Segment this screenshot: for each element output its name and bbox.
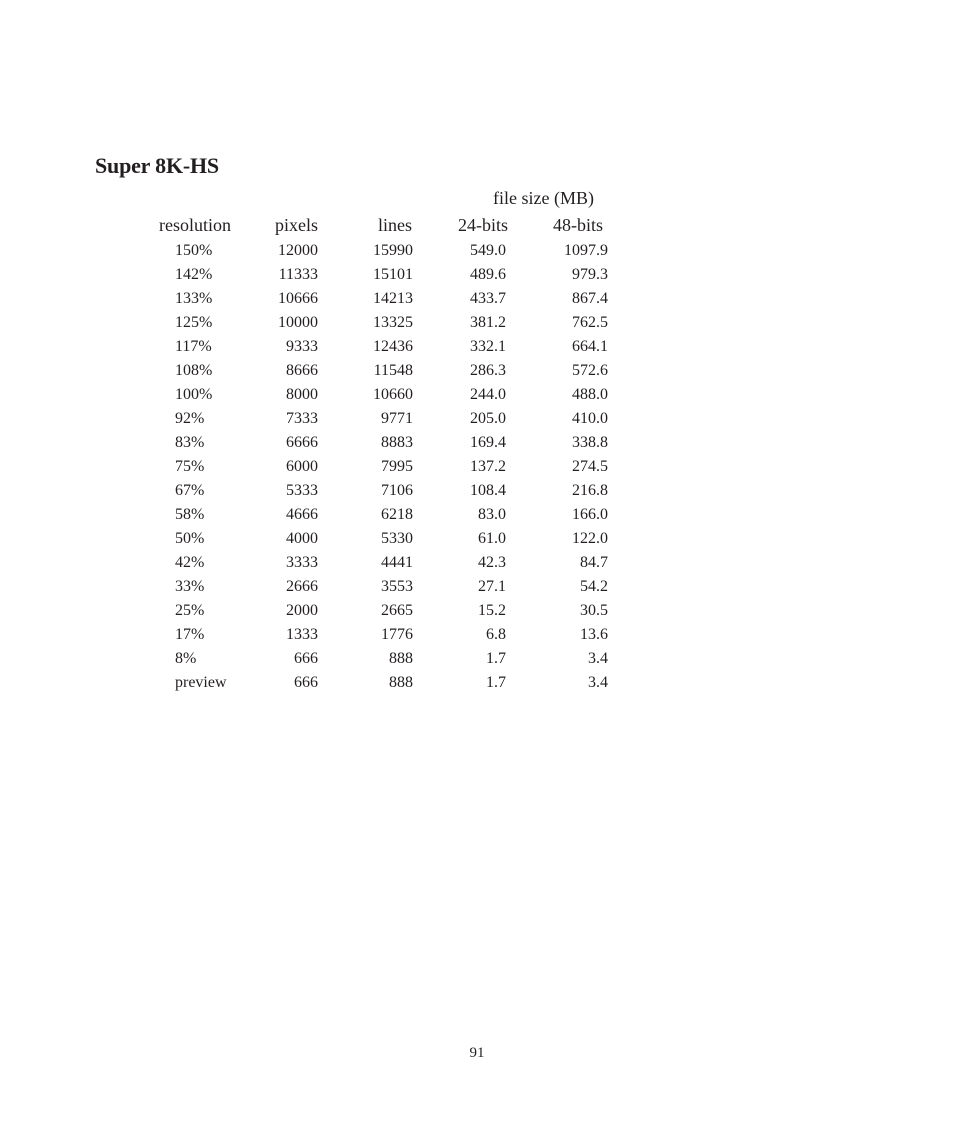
cell-lines: 2665 (381, 602, 413, 619)
column-header-resolution: resolution (159, 215, 231, 235)
table-row (0, 527, 954, 551)
cell-24-bits: 42.3 (478, 554, 506, 571)
table-row (0, 551, 954, 575)
cell-resolution: 117% (175, 338, 212, 355)
column-header-24-bits: 24-bits (458, 215, 509, 235)
cell-24-bits: 205.0 (470, 410, 506, 427)
table-row (0, 671, 954, 696)
cell-48-bits: 3.4 (588, 650, 608, 667)
cell-pixels: 8000 (286, 386, 318, 403)
cell-48-bits: 54.2 (580, 578, 608, 595)
cell-lines: 10660 (373, 386, 413, 403)
cell-48-bits: 84.7 (580, 554, 608, 571)
cell-resolution: 42% (175, 554, 205, 571)
cell-lines: 4441 (381, 554, 413, 571)
cell-24-bits: 169.4 (470, 434, 506, 451)
cell-24-bits: 6.8 (486, 626, 506, 643)
cell-24-bits: 489.6 (470, 266, 506, 283)
cell-lines: 1776 (381, 626, 413, 643)
table-row (0, 311, 954, 335)
cell-24-bits: 549.0 (470, 242, 506, 259)
cell-pixels: 1333 (286, 626, 318, 643)
cell-48-bits: 13.6 (580, 626, 608, 643)
cell-pixels: 2000 (286, 602, 318, 619)
cell-resolution: 50% (175, 530, 205, 547)
cell-pixels: 11333 (278, 266, 318, 283)
cell-resolution: 133% (175, 290, 213, 307)
cell-pixels: 10000 (278, 314, 318, 331)
cell-24-bits: 1.7 (486, 650, 506, 667)
cell-lines: 888 (389, 674, 413, 691)
cell-24-bits: 381.2 (470, 314, 506, 331)
cell-pixels: 4000 (286, 530, 318, 547)
column-header-pixels: pixels (275, 215, 318, 235)
cell-lines: 3553 (381, 578, 413, 595)
cell-resolution: preview (175, 674, 227, 691)
cell-resolution: 67% (175, 482, 205, 499)
cell-pixels: 666 (294, 674, 318, 691)
cell-lines: 7106 (381, 482, 413, 499)
cell-resolution: 125% (175, 314, 213, 331)
table-row (0, 455, 954, 479)
cell-pixels: 9333 (286, 338, 318, 355)
cell-lines: 14213 (373, 290, 413, 307)
cell-48-bits: 1097.9 (564, 242, 608, 259)
cell-48-bits: 3.4 (588, 674, 608, 691)
table-row (0, 359, 954, 383)
cell-resolution: 17% (175, 626, 205, 643)
cell-resolution: 150% (175, 242, 213, 259)
cell-lines: 15990 (373, 242, 413, 259)
cell-48-bits: 488.0 (572, 386, 608, 403)
table-row (0, 599, 954, 623)
cell-lines: 6218 (381, 506, 413, 523)
page-number: 91 (469, 1045, 485, 1061)
cell-pixels: 12000 (278, 242, 318, 259)
file-size-group-header: file size (MB) (493, 188, 594, 208)
cell-pixels: 2666 (286, 578, 318, 595)
table-row (0, 407, 954, 431)
cell-pixels: 5333 (286, 482, 318, 499)
cell-24-bits: 27.1 (478, 578, 506, 595)
table-row (0, 503, 954, 527)
cell-24-bits: 83.0 (478, 506, 506, 523)
table-row (0, 383, 954, 407)
cell-48-bits: 30.5 (580, 602, 608, 619)
cell-resolution: 92% (175, 410, 205, 427)
cell-pixels: 7333 (286, 410, 318, 427)
cell-48-bits: 216.8 (572, 482, 608, 499)
column-header-48-bits: 48-bits (553, 215, 604, 235)
cell-pixels: 3333 (286, 554, 318, 571)
cell-pixels: 6000 (286, 458, 318, 475)
cell-resolution: 8% (175, 650, 197, 667)
cell-24-bits: 108.4 (470, 482, 506, 499)
cell-lines: 8883 (381, 434, 413, 451)
table-row (0, 623, 954, 647)
cell-48-bits: 664.1 (572, 338, 608, 355)
cell-lines: 7995 (381, 458, 413, 475)
cell-lines: 12436 (373, 338, 413, 355)
cell-pixels: 8666 (286, 362, 318, 379)
cell-48-bits: 274.5 (572, 458, 608, 475)
cell-48-bits: 572.6 (572, 362, 608, 379)
cell-pixels: 4666 (286, 506, 318, 523)
table-row (0, 431, 954, 455)
cell-lines: 13325 (373, 314, 413, 331)
cell-24-bits: 244.0 (470, 386, 506, 403)
cell-pixels: 6666 (286, 434, 318, 451)
cell-resolution: 25% (175, 602, 205, 619)
cell-lines: 888 (389, 650, 413, 667)
cell-pixels: 10666 (278, 290, 318, 307)
cell-resolution: 75% (175, 458, 205, 475)
cell-resolution: 33% (175, 578, 205, 595)
resolution-table-body (0, 239, 954, 696)
cell-48-bits: 410.0 (572, 410, 608, 427)
cell-48-bits: 166.0 (572, 506, 608, 523)
cell-resolution: 100% (175, 386, 213, 403)
cell-24-bits: 1.7 (486, 674, 506, 691)
column-header-lines: lines (378, 215, 412, 235)
table-row (0, 287, 954, 311)
cell-lines: 9771 (381, 410, 413, 427)
table-row (0, 479, 954, 503)
cell-48-bits: 867.4 (572, 290, 608, 307)
cell-lines: 15101 (373, 266, 413, 283)
cell-pixels: 666 (294, 650, 318, 667)
cell-48-bits: 122.0 (572, 530, 608, 547)
cell-24-bits: 332.1 (470, 338, 506, 355)
cell-lines: 11548 (373, 362, 413, 379)
cell-48-bits: 338.8 (572, 434, 608, 451)
cell-24-bits: 286.3 (470, 362, 506, 379)
cell-24-bits: 137.2 (470, 458, 506, 475)
cell-resolution: 58% (175, 506, 205, 523)
table-row (0, 575, 954, 599)
table-row (0, 263, 954, 287)
cell-48-bits: 979.3 (572, 266, 608, 283)
page-title: Super 8K-HS (95, 153, 219, 178)
cell-resolution: 83% (175, 434, 205, 451)
cell-48-bits: 762.5 (572, 314, 608, 331)
cell-resolution: 142% (175, 266, 213, 283)
table-row (0, 647, 954, 671)
cell-resolution: 108% (175, 362, 213, 379)
table-row (0, 335, 954, 359)
cell-24-bits: 15.2 (478, 602, 506, 619)
cell-24-bits: 61.0 (478, 530, 506, 547)
cell-24-bits: 433.7 (470, 290, 506, 307)
cell-lines: 5330 (381, 530, 413, 547)
table-row (0, 239, 954, 263)
